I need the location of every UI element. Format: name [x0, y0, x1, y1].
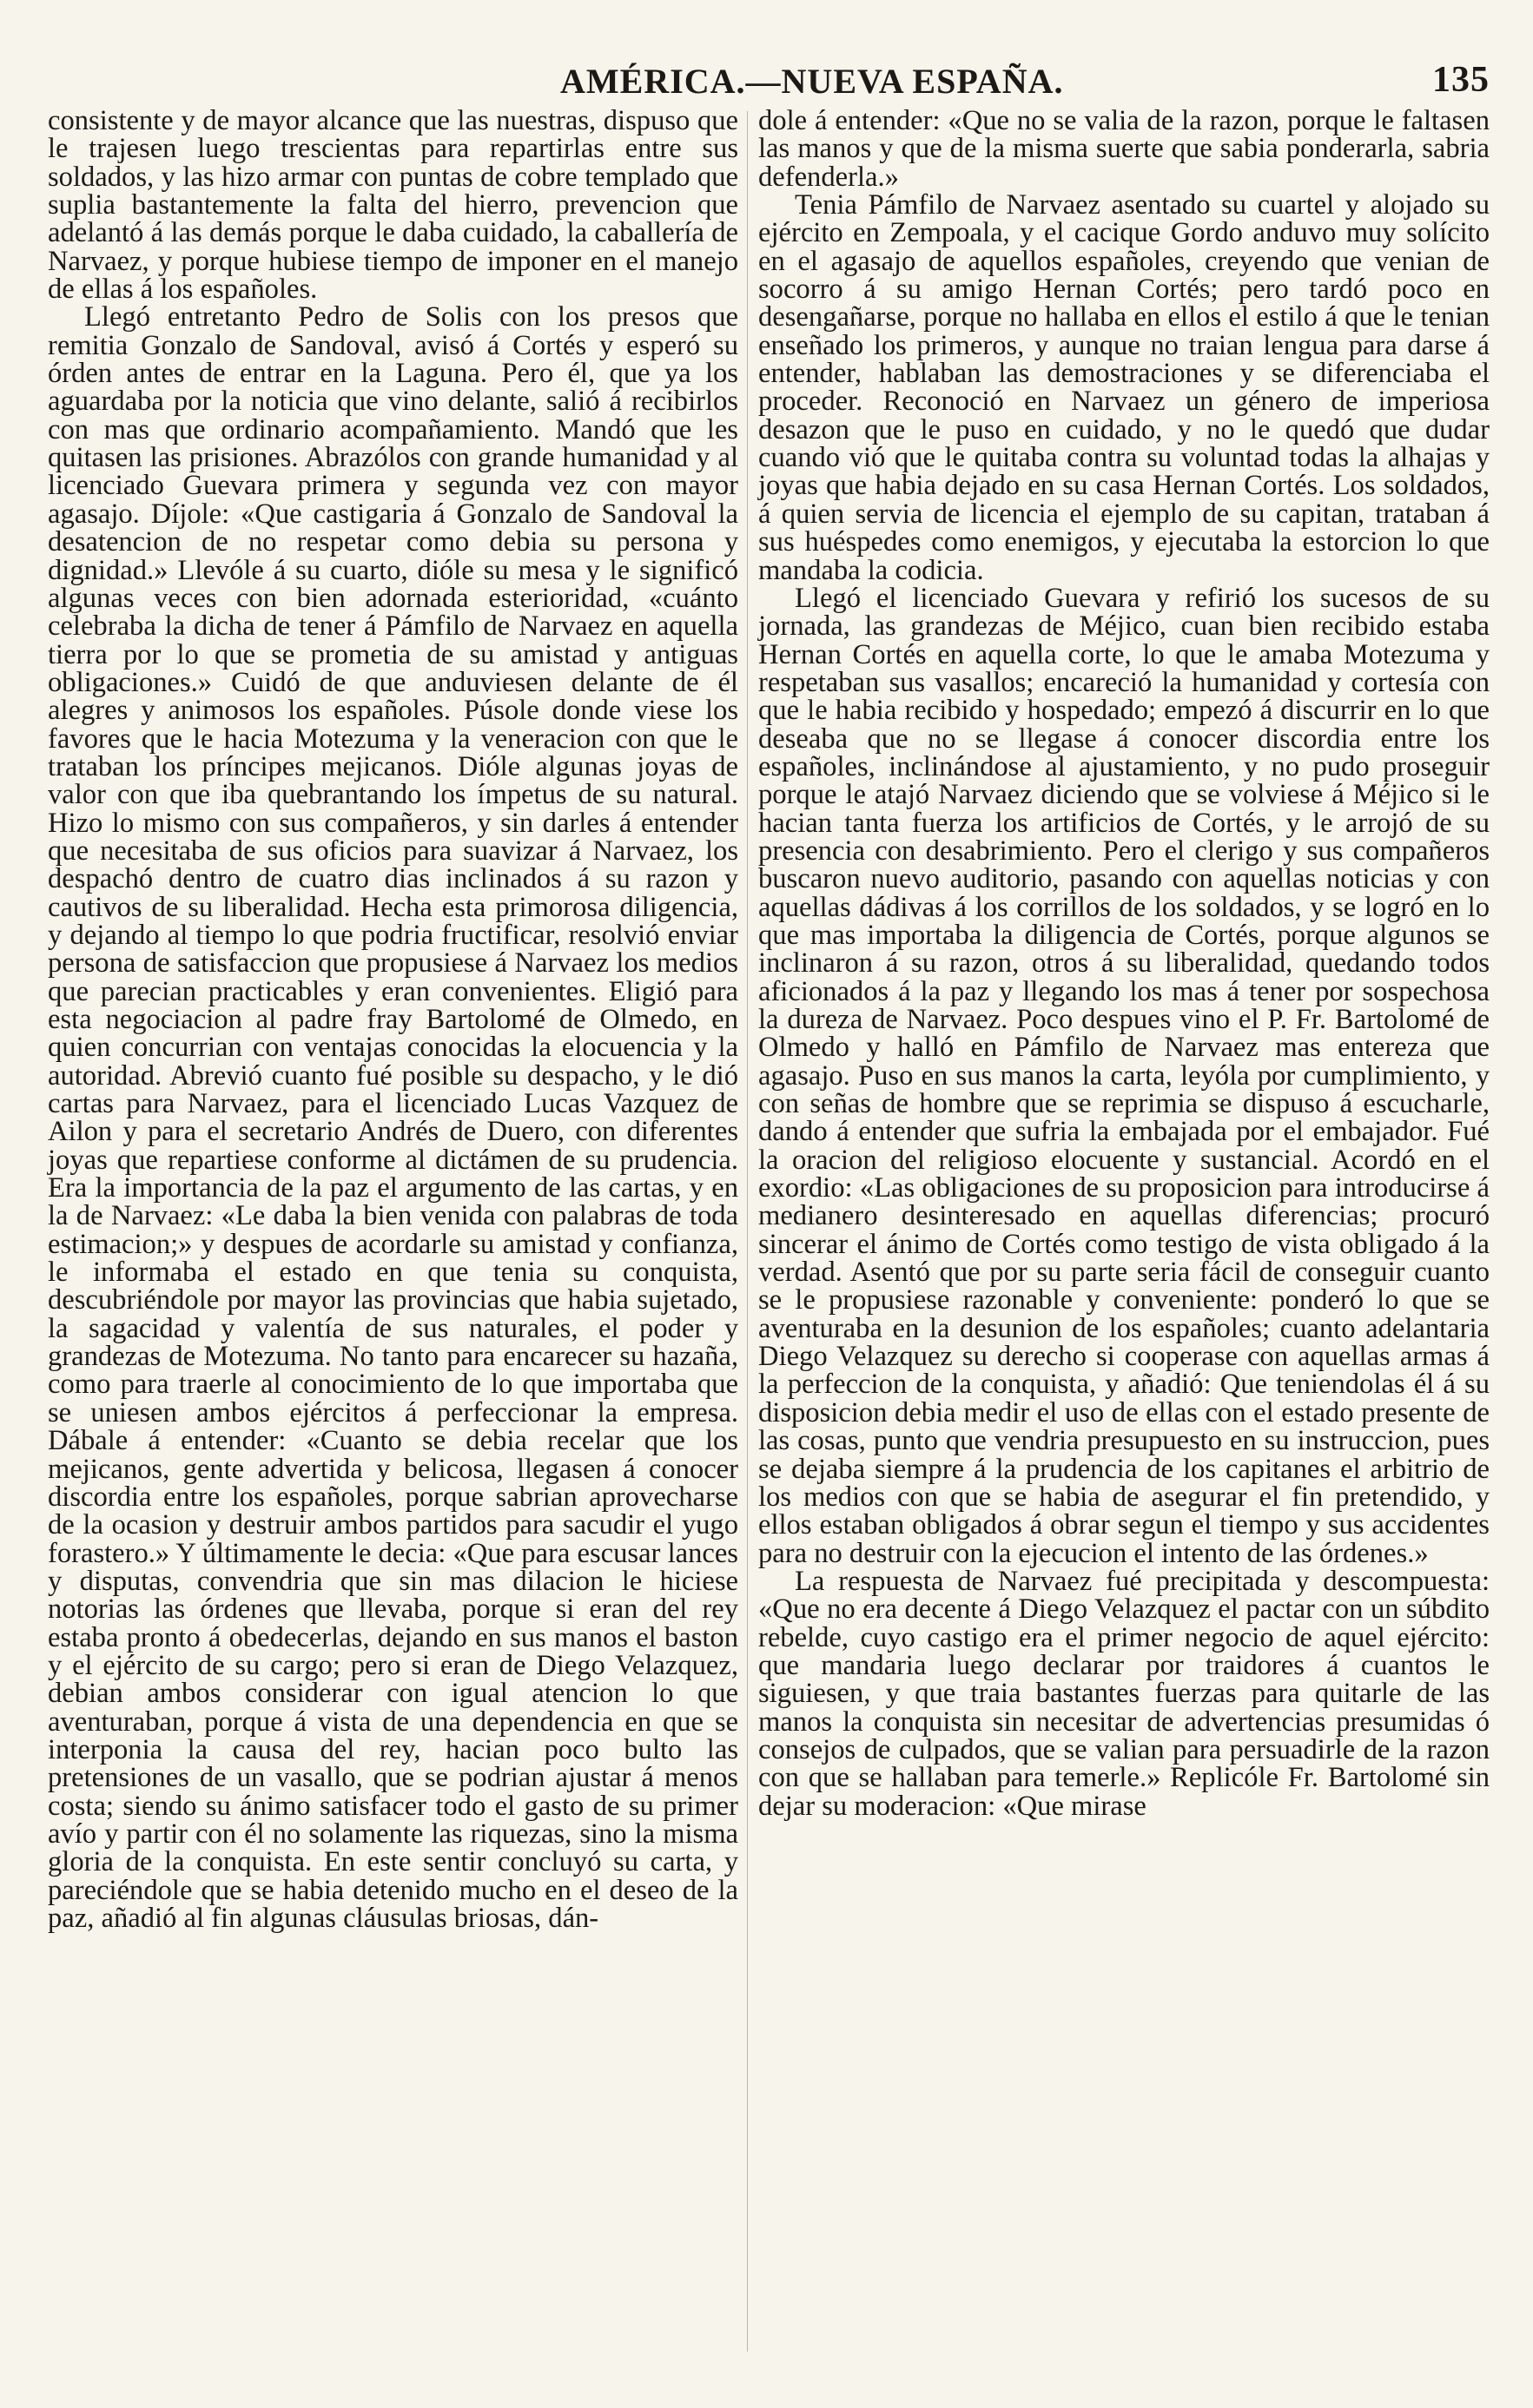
- page-header: [48, 54, 1494, 106]
- right-column: [758, 107, 1490, 1820]
- paragraph: dole á entender: «Que no se valia de la razon, porque le faltasen las manos y que de la misma suerte que sabia ponderarla, sabria defenderla.»: [758, 105, 1490, 193]
- paragraph: La respuesta de Narvaez fué precipitada y descompuesta: «Que no era decente á Diego Velazquez el pactar con un súbdito rebelde, cuyo castigo era el primer negocio de aquel ejército: que mandaria luego declarar por traidores á cuantos le siguiesen, y que traia bastantes fuerzas para quitarle de las manos la conquista sin necesitar de advertencias presumidas ó consejos de culpados, que se valian para persuadirle de la razon con que se hallaban para temerle.» Replicóle Fr. Bartolomé sin dejar su moderacion: «Que mirase: [758, 1565, 1490, 1822]
- paragraph: Tenia Pámfilo de Narvaez asentado su cuartel y alojado su ejército en Zempoala, y el cacique Gordo anduvo muy solícito en el agasajo de aquellos españoles, creyendo que venian de socorro á su amigo Hernan Cortés; pero tardó poco en desengañarse, porque no hallaba en ellos el estilo á que le tenian enseñado los primeros, y aunque no traian lengua para darse á entender, hablaban las demostraciones y se diferenciaba el proceder. Reconoció en Narvaez un género de imperiosa desazon que le puso en cuidado, y no le quedó que dudar cuando vió que le quitaba contra su voluntad todas la alhajas y joyas que habia dejado en su casa Hernan Cortés. Los soldados, á quien servia de licencia el ejemplo de su capitan, trataban á sus huéspedes como enemigos, y ejecutaba la estorcion lo que mandaba la codicia.: [758, 189, 1490, 586]
- left-column: [48, 107, 738, 1932]
- column-divider: [747, 111, 748, 2352]
- paragraph: consistente y de mayor alcance que las nuestras, dispuso que le trajesen luego trescientas para repartirlas entre sus soldados, y las hizo armar con puntas de cobre templado que suplia bastantemente la falta del hierro, prevencion que adelantó á las demás porque le daba cuidado, la caballería de Narvaez, y porque hubiese tiempo de imponer en el manejo de ellas á los españoles.: [48, 105, 738, 306]
- paragraph: Llegó entretanto Pedro de Solis con los presos que remitia Gonzalo de Sandoval, avisó á Cortés y esperó su órden antes de entrar en la Laguna. Pero él, que ya los aguardaba por la noticia que vino delante, salió á recibirlos con mas que ordinario acompañamiento. Mandó que les quitasen las prisiones. Abrazólos con grande humanidad y al licenciado Guevara primera y segunda vez con mayor agasajo. Díjole: «Que castigaria á Gonzalo de Sandoval la desatencion de no respetar como debia su persona y dignidad.» Llevóle á su cuarto, dióle su mesa y le significó algunas veces con bien adornada esterioridad, «cuánto celebraba la dicha de tener á Pámfilo de Narvaez en aquella tierra por lo que se prometia de su amistad y antiguas obligaciones.» Cuidó de que anduviesen delante de él alegres y animosos los españoles. Púsole donde viese los favores que le hacia Motezuma y la veneracion con que le trataban los príncipes mejicanos. Dióle algunas joyas de valor con que iba quebrantando los ímpetus de su natural. Hizo lo mismo con sus compañeros, y sin darles á entender que necesitaba de sus oficios para suavizar á Narvaez, los despachó dentro de cuatro dias inclinados á su razon y cautivos de su liberalidad. Hecha esta primorosa diligencia, y dejando al tiempo lo que podria fructificar, resolvió enviar persona de satisfaccion que propusiese á Narvaez los medios que parecian practicables y eran convenientes. Eligió para esta negociacion al padre fray Bartolomé de Olmedo, en quien concurrian con ventajas conocidas la elocuencia y la autoridad. Abrevió cuanto fué posible su despacho, y le dió cartas para Narvaez, para el licenciado Lucas Vazquez de Ailon y para el secretario Andrés de Duero, con diferentes joyas que repartiese conforme al dictámen de su prudencia. Era la importancia de la paz el argumento de las cartas, y en la de Narvaez: «Le daba la bien venida con palabras de toda estimacion;» y despues de acordarle su amistad y confianza, le informaba el estado en que tenia su conquista, descubriéndole por mayor las provincias que habia sujetado, la sagacidad y valentía de sus naturales, el poder y grandezas de Motezuma. No tanto para encarecer su hazaña, como para traerle al conocimiento de lo que importaba que se uniesen ambos ejércitos á perfeccionar la empresa. Dábale á entender: «Cuanto se debia recelar que los mejicanos, gente advertida y belicosa, llegasen á conocer discordia entre los españoles, porque sabrian aprovecharse de la ocasion y destruir ambos partidos para sacudir el yugo forastero.» Y últimamente le decia: «Que para escusar lances y disputas, convendria que sin mas dilacion le hiciese notorias las órdenes que llevaba, porque si eran del rey estaba pronto á obedecerlas, dejando en sus manos el baston y el ejército de su cargo; pero si eran de Diego Velazquez, debian ambos considerar con igual atencion lo que aventuraban, porque á vista de una dependencia en que se interponia la causa del rey, hacian poco bulto las pretensiones de un vasallo, que se podrian ajustar á menos costa; siendo su ánimo satisfacer todo el gasto de su primer avío y partir con él no solamente las riquezas, sino la misma gloria de la conquista. En este sentir concluyó su carta, y pareciéndole que se habia detenido mucho en el deseo de la paz, añadió al fin algunas cláusulas briosas, dán-: [48, 301, 738, 1934]
- page-number: 135: [1432, 60, 1490, 100]
- paragraph: Llegó el licenciado Guevara y refirió los sucesos de su jornada, las grandezas de Méjico, cuan bien recibido estaba Hernan Cortés en aquella corte, lo que le amaba Motezuma y respetaban sus vasallos; encareció la humanidad y cortesía con que le habia recibido y hospedado; empezó á discurrir en lo que deseaba que no se llegase á conocer discordia entre los españoles, inclinándose al ajustamiento, y no pudo proseguir porque le atajó Narvaez diciendo que se volviese á Méjico si le hacian tanta fuerza los artificios de Cortés, y le arrojó de su presencia con desabrimiento. Pero el clerigo y sus compañeros buscaron nuevo auditorio, pasando con aquellas noticias y con aquellas dádivas á los corrillos de los soldados, y se logró en lo que mas importaba la diligencia de Cortés, porque algunos se inclinaron á su razon, otros á su liberalidad, quedando todos aficionados á la paz y llegando los mas á tener por sospechosa la dureza de Narvaez. Poco despues vino el P. Fr. Bartolomé de Olmedo y halló en Pámfilo de Narvaez mas entereza que agasajo. Puso en sus manos la carta, leyóla por cumplimiento, y con señas de hombre que se reprimia se dispuso á escucharle, dando á entender que sufria la embajada por el embajador. Fué la oracion del religioso elocuente y sustancial. Acordó en el exordio: «Las obligaciones de su proposicion para introducirse á medianero desinteresado en aquellas diferencias; procuró sincerar el ánimo de Cortés como testigo de vista obligado á la verdad. Asentó que por su parte seria fácil de conseguir cuanto se le propusiese razonable y conveniente: ponderó lo que se aventuraba en la desunion de los españoles; cuanto adelantaria Diego Velazquez su derecho si cooperase con aquellas armas á la perfeccion de la conquista, y añadió: Que teniendolas él á su disposicion debia medir el uso de ellas con el estado presente de las cosas, punto que vendria presupuesto en su instruccion, pues se dejaba siempre á la prudencia de los capitanes el arbitrio de los medios con que se habia de asegurar el fin pretendido, y ellos estaban obligados á obrar segun el tiempo y sus accidentes para no destruir con la ejecucion el intento de las órdenes.»: [758, 582, 1490, 1569]
- running-head: AMÉRICA.—NUEVA ESPAÑA.: [560, 62, 1064, 101]
